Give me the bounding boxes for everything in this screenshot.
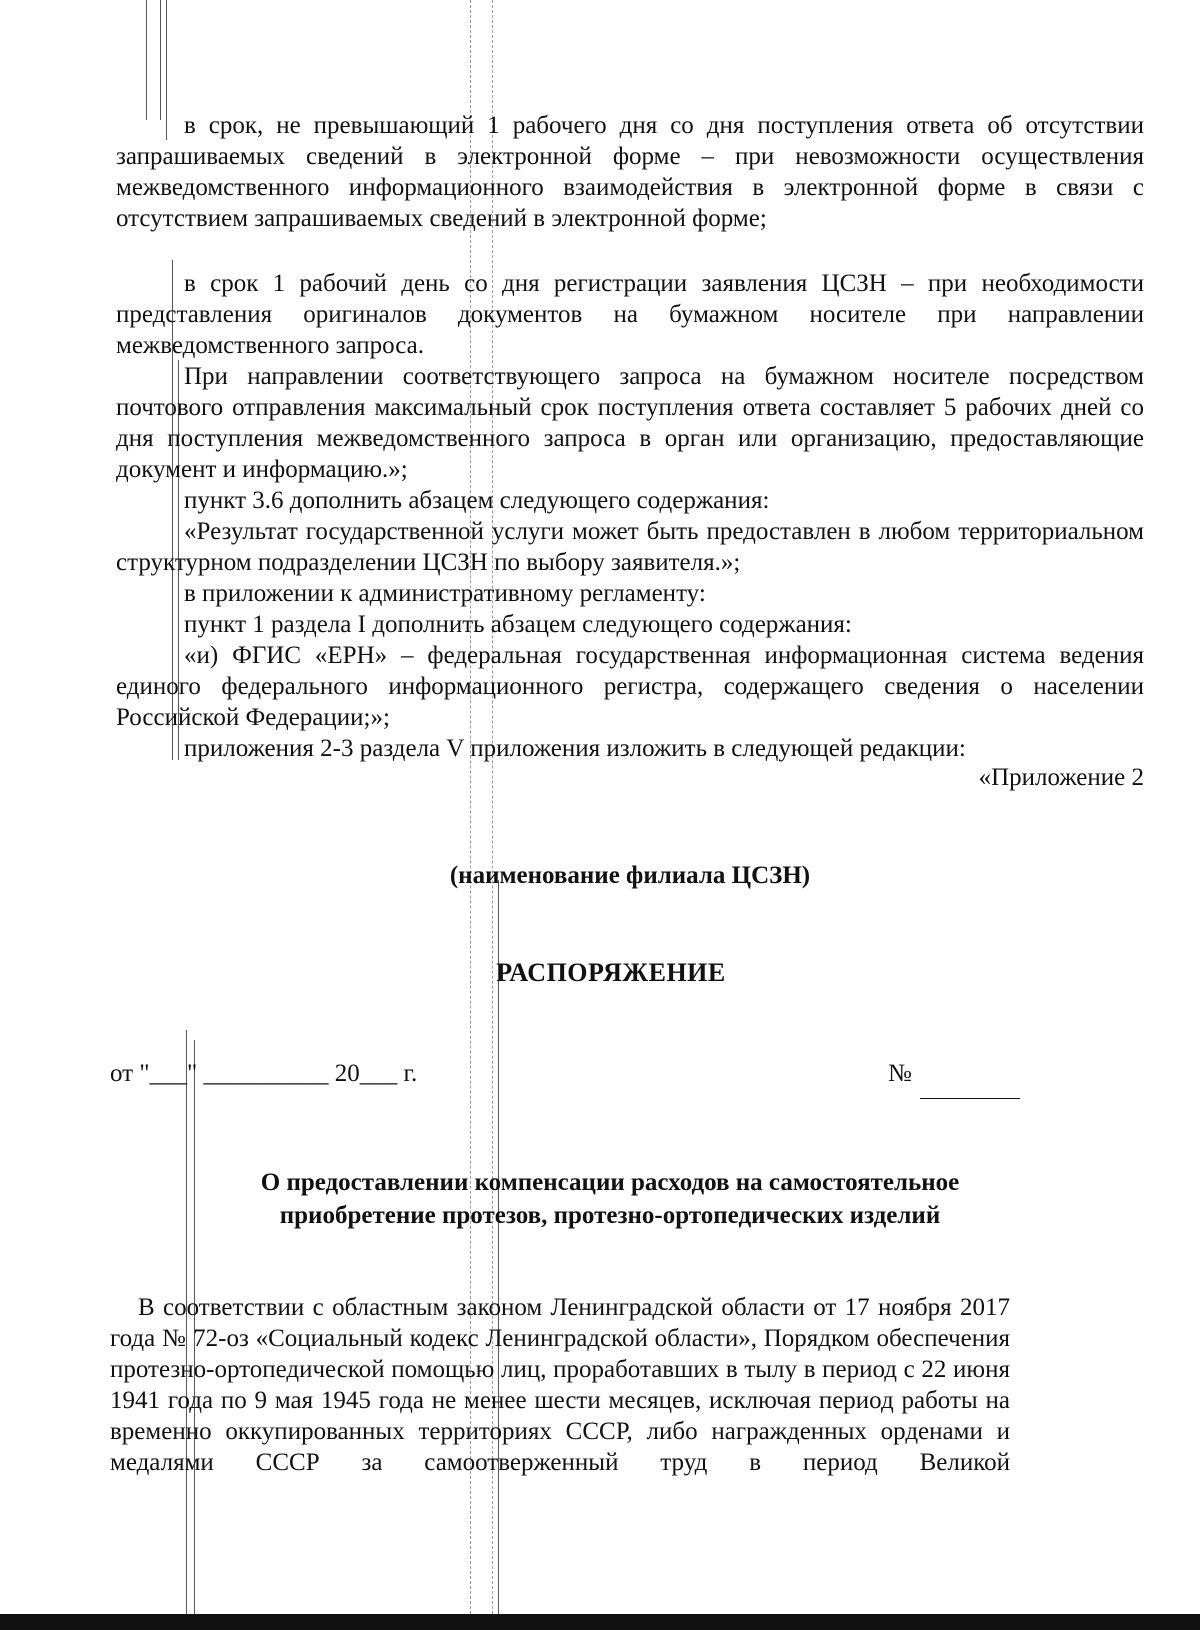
paragraph-6: в приложении к административному регламенту: — [184, 580, 706, 607]
paragraph-7: пункт 1 раздела I дополнить абзацем следующего содержания: — [184, 611, 852, 638]
branch-name-placeholder: (наименование филиала ЦСЗН) — [449, 862, 811, 889]
number-label: № — [888, 1060, 912, 1087]
scan-bottom-edge — [0, 1614, 1200, 1630]
appendix-label: «Приложение 2 — [978, 764, 1144, 791]
paragraph-9: приложения 2-3 раздела V приложения изложить в следующей редакции: — [184, 735, 966, 762]
subject-line-2: приобретение протезов, протезно-ортопедических изделий — [279, 1202, 941, 1229]
paragraph-8: «и) ФГИС «ЕРН» – федеральная государственная информационная система ведения единого федерального информационного регистра, содержащего сведения о населении Российской Федерации;»; — [116, 642, 1144, 731]
scan-artifact-line — [498, 880, 499, 1614]
date-line: от "___" __________ 20___ г. — [110, 1060, 418, 1087]
order-title: РАСПОРЯЖЕНИЕ — [496, 958, 726, 987]
paragraph-1: в срок, не превышающий 1 рабочего дня со дня поступления ответа об отсутствии запрашиваемых сведений в электронной форме – при невозможности осуществления межведомственного информационного взаимодействия в электронной форме в связи с отсутствием запрашиваемых сведений в электронной форме; — [116, 112, 1144, 232]
paragraph-4: пункт 3.6 дополнить абзацем следующего содержания: — [184, 487, 770, 514]
paragraph-5: «Результат государственной услуги может быть предоставлен в любом территориальном структурном подразделении ЦСЗН по выбору заявителя.»; — [116, 518, 1144, 576]
paragraph-3: При направлении соответствующего запроса на бумажном носителе посредством почтового отправления максимальный срок поступления ответа составляет 5 рабочих дней со дня поступления межведомственного запроса в орган или организацию, предоставляющие документ и информацию.»; — [116, 363, 1144, 483]
order-body-paragraph: В соответствии с областным законом Ленинградской области от 17 ноября 2017 года № 72-оз «Социальный кодекс Ленинградской области», Порядком обеспечения протезно-ортопедической помощью лиц, проработавших в тылу в период с 22 июня 1941 года по 9 мая 1945 года не менее шести месяцев, исключая период работы на временно оккупированных территориях СССР, либо награжденных орденами и медалями СССР за самоотверженный труд в период Великой — [110, 1294, 1010, 1476]
paragraph-2: в срок 1 рабочий день со дня регистрации заявления ЦСЗН – при необходимости представления оригиналов документов на бумажном носителе при направлении межведомственного запроса. — [116, 270, 1144, 359]
scan-artifact-line — [146, 0, 147, 120]
scan-artifact-line — [160, 0, 161, 120]
number-blank-line — [920, 1098, 1020, 1099]
order-subject — [0, 1166, 1200, 1232]
subject-line-1: О предоставлении компенсации расходов на самостоятельное — [260, 1169, 960, 1196]
